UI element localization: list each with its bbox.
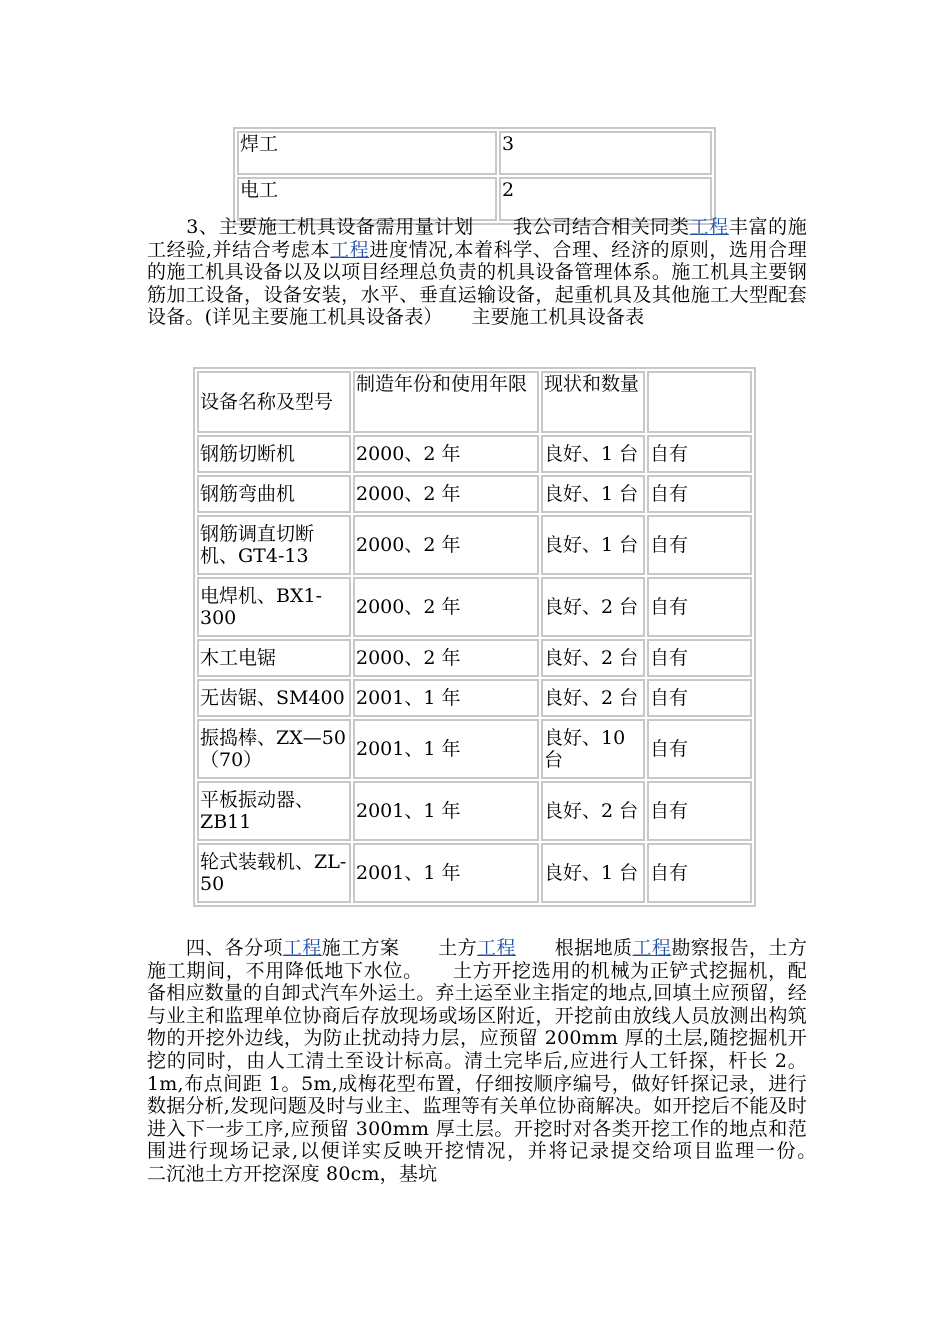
staff-role: 焊工 xyxy=(237,131,497,175)
table-row xyxy=(197,515,752,575)
equipment-name: 钢筋弯曲机 xyxy=(197,475,351,513)
equipment-name: 钢筋调直切断机、GT4-13 xyxy=(197,515,351,575)
equipment-name: 轮式装载机、ZL-50 xyxy=(197,843,351,903)
staff-role: 电工 xyxy=(237,177,497,221)
staff-count: 2 xyxy=(499,177,712,221)
earthwork-plan-paragraph xyxy=(147,937,846,1186)
table-row xyxy=(197,781,752,841)
gongcheng-link[interactable]: 工程 xyxy=(330,238,370,261)
staff-table xyxy=(233,127,716,225)
table-row xyxy=(197,639,752,677)
equipment-year: 2000、2 年 xyxy=(353,475,539,513)
table-row xyxy=(197,679,752,717)
text-run: 3、主要施工机具设备需用量计划 我公司结合相关同类 xyxy=(147,216,690,238)
text-run: 进度情况,本着科学、合理、经济的原则，选用合理的施工机具设备以及以项目经理总负责的机具设备管理体系。施工机具主要钢筋加工设备，设备安装，水平、垂直运输设备，起重机具及其他施工大型配套设备。(详见主要施工机具设备表） 主要施工机具设备表 xyxy=(147,238,807,329)
text-run: 勘察报告，土方施工期间，不用降低地下水位。 土方开挖选用的机械为正铲式挖掘机，配备相应数量的自卸式汽车外运土。弃土运至业主指定的地点,回填土应预留，经与业主和监理单位协商后存放现场或场区附近，开挖前由放线人员放测出构筑物的开挖外边线，为防止扰动持力层，应预留 200mm 厚的土层,随挖掘机开挖的同时，由人工清土至设计标高。清土完毕后,应进行人工钎探，杆长 2。1m,布点间距 1。5m,成梅花型布置，仔细按顺序编号，做好钎探记录，进行数据分析,发现问题及时与业主、监理等有关单位协商解决。如开挖后不能及时进入下一步工序,应预留 300mm 厚土层。开挖时对各类开挖工作的地点和范围进行现场记录,以便详实反映开挖情况，并将记录提交给项目监理一份。 二沉池土方开挖深度 80cm，基坑 xyxy=(147,937,846,1185)
table-row xyxy=(197,843,752,903)
equipment-year: 2001、1 年 xyxy=(353,679,539,717)
equipment-owner: 自有 xyxy=(647,577,752,637)
equipment-status: 良好、1 台 xyxy=(541,515,645,575)
text-run: 施工方案 土方 xyxy=(321,937,478,959)
equipment-status: 良好、10 台 xyxy=(541,719,645,779)
header-cell xyxy=(647,371,752,433)
staff-count: 3 xyxy=(499,131,712,175)
equipment-name: 振捣棒、ZX—50（70） xyxy=(197,719,351,779)
equipment-status: 良好、1 台 xyxy=(541,435,645,473)
header-cell: 制造年份和使用年限 xyxy=(353,371,539,433)
equipment-year: 2000、2 年 xyxy=(353,435,539,473)
table-row xyxy=(197,475,752,513)
equipment-owner: 自有 xyxy=(647,435,752,473)
equipment-name: 木工电锯 xyxy=(197,639,351,677)
equipment-year: 2001、1 年 xyxy=(353,719,539,779)
equipment-name: 钢筋切断机 xyxy=(197,435,351,473)
equipment-status: 良好、2 台 xyxy=(541,577,645,637)
equipment-owner: 自有 xyxy=(647,781,752,841)
equipment-status: 良好、1 台 xyxy=(541,843,645,903)
table-row xyxy=(197,719,752,779)
table-header-row xyxy=(197,371,752,433)
header-cell: 现状和数量 xyxy=(541,371,645,433)
header-cell: 设备名称及型号 xyxy=(197,371,351,433)
equipment-name: 平板振动器、ZB11 xyxy=(197,781,351,841)
equipment-name: 电焊机、BX1-300 xyxy=(197,577,351,637)
equipment-year: 2000、2 年 xyxy=(353,639,539,677)
equipment-owner: 自有 xyxy=(647,639,752,677)
text-run: 根据地质 xyxy=(515,937,633,959)
equipment-year: 2000、2 年 xyxy=(353,577,539,637)
gongcheng-link[interactable]: 工程 xyxy=(632,937,672,959)
equipment-year: 2000、2 年 xyxy=(353,515,539,575)
table-row xyxy=(197,577,752,637)
equipment-owner: 自有 xyxy=(647,843,752,903)
gongcheng-link[interactable]: 工程 xyxy=(689,216,729,238)
table-row xyxy=(237,177,712,221)
equipment-owner: 自有 xyxy=(647,679,752,717)
equipment-status: 良好、2 台 xyxy=(541,639,645,677)
equipment-plan-paragraph xyxy=(147,216,807,329)
gongcheng-link[interactable]: 工程 xyxy=(477,937,516,959)
equipment-year: 2001、1 年 xyxy=(353,781,539,841)
equipment-owner: 自有 xyxy=(647,719,752,779)
table-row xyxy=(197,435,752,473)
equipment-status: 良好、2 台 xyxy=(541,679,645,717)
table-row xyxy=(237,131,712,175)
equipment-status: 良好、2 台 xyxy=(541,781,645,841)
gongcheng-link[interactable]: 工程 xyxy=(282,937,322,959)
equipment-year: 2001、1 年 xyxy=(353,843,539,903)
text-run: 四、各分项 xyxy=(147,937,283,959)
equipment-owner: 自有 xyxy=(647,515,752,575)
equipment-table xyxy=(193,367,756,907)
equipment-owner: 自有 xyxy=(647,475,752,513)
equipment-name: 无齿锯、SM400 xyxy=(197,679,351,717)
text-run: 丰富的施工经验,并结合考虑本 xyxy=(147,216,807,261)
equipment-status: 良好、1 台 xyxy=(541,475,645,513)
